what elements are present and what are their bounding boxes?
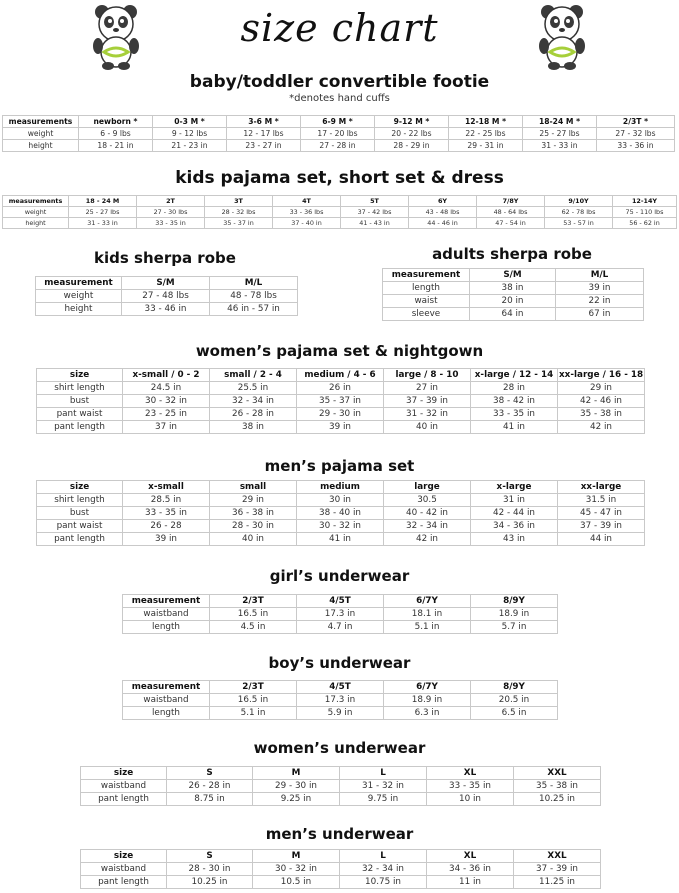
table-cell: 9.75 in [340, 793, 427, 806]
table-cell: 26 - 28 [123, 520, 210, 533]
section-title: women’s underwear [253, 739, 426, 757]
table-header-row [81, 850, 601, 863]
table-cell: 5.1 in [384, 621, 471, 634]
table-cell: 26 - 28 in [167, 780, 253, 793]
table-cell: 12 - 17 lbs [227, 128, 301, 140]
column-header: 0-3 M * [153, 116, 227, 128]
table-row [37, 507, 645, 520]
table-cell: 25 - 27 lbs [69, 207, 137, 218]
column-header: 2/3T [210, 681, 297, 694]
table-cell: 5.1 in [210, 707, 297, 720]
table-cell: 28 in [471, 382, 558, 395]
column-header: M [253, 767, 340, 780]
column-header: medium / 4 - 6 [297, 369, 384, 382]
table-row [37, 382, 645, 395]
row-label: length [123, 707, 210, 720]
column-header: xx-large [558, 481, 645, 494]
table-cell: 30 - 32 in [123, 395, 210, 408]
table-cell: 44 in [558, 533, 645, 546]
table-cell: 6 - 9 lbs [79, 128, 153, 140]
table-cell: 20.5 in [471, 694, 558, 707]
row-label: weight [3, 128, 79, 140]
table-cell: 33 - 35 in [471, 408, 558, 421]
column-header: 2T [137, 196, 205, 207]
column-header: M/L [556, 269, 644, 282]
column-header: newborn * [79, 116, 153, 128]
table-cell: 10.25 in [514, 793, 601, 806]
table-cell: 31.5 in [558, 494, 645, 507]
table-cell: 30.5 [384, 494, 471, 507]
table-cell: 31 - 32 in [340, 780, 427, 793]
table-row [37, 395, 645, 408]
table-cell: 16.5 in [210, 608, 297, 621]
table-cell: 48 - 64 lbs [477, 207, 545, 218]
table-row [123, 608, 558, 621]
table-cell: 67 in [556, 308, 644, 321]
table-cell: 36 - 38 in [210, 507, 297, 520]
table-cell: 33 - 46 in [122, 303, 210, 316]
table-header-row [3, 116, 675, 128]
row-label: length [123, 621, 210, 634]
table-row [36, 290, 298, 303]
size-table-baby-footie [2, 115, 675, 152]
table-cell: 39 in [123, 533, 210, 546]
row-label: height [3, 218, 69, 229]
table-row [81, 876, 601, 889]
column-header: M/L [210, 277, 298, 290]
table-cell: 23 - 25 in [123, 408, 210, 421]
table-cell: 23 - 27 in [227, 140, 301, 152]
table-cell: 10.75 in [340, 876, 427, 889]
table-header-row [37, 481, 645, 494]
table-cell: 30 - 32 in [297, 520, 384, 533]
row-label: waistband [81, 863, 167, 876]
panda-mascot-icon [84, 0, 148, 70]
table-cell: 10 in [427, 793, 514, 806]
size-table-adults-sherpa-robe [382, 268, 644, 321]
column-header: L [340, 850, 427, 863]
row-label: weight [36, 290, 122, 303]
table-cell: 41 in [297, 533, 384, 546]
row-label: pant length [37, 421, 123, 434]
size-table-kids-pajama [2, 195, 677, 229]
column-header: size [81, 850, 167, 863]
table-cell: 35 - 38 in [514, 780, 601, 793]
table-cell: 37 - 42 lbs [341, 207, 409, 218]
table-cell: 16.5 in [210, 694, 297, 707]
column-header: XL [427, 850, 514, 863]
table-cell: 5.7 in [471, 621, 558, 634]
table-cell: 27 - 48 lbs [122, 290, 210, 303]
table-row [37, 520, 645, 533]
size-table-mens-underwear [80, 849, 601, 889]
column-header: L [340, 767, 427, 780]
column-header: size [37, 481, 123, 494]
row-label: shirt length [37, 382, 123, 395]
table-cell: 18.1 in [384, 608, 471, 621]
table-row [36, 303, 298, 316]
table-cell: 31 - 32 in [384, 408, 471, 421]
column-header: size [81, 767, 167, 780]
table-cell: 39 in [556, 282, 644, 295]
section-title: baby/toddler convertible footie [189, 72, 490, 92]
table-cell: 27 - 28 in [301, 140, 375, 152]
table-cell: 42 - 46 in [558, 395, 645, 408]
table-cell: 18.9 in [384, 694, 471, 707]
table-row [383, 282, 644, 295]
column-header: M [253, 850, 340, 863]
table-cell: 21 - 23 in [153, 140, 227, 152]
table-cell: 26 - 28 in [210, 408, 297, 421]
section-title: men’s underwear [265, 825, 414, 843]
table-cell: 4.5 in [210, 621, 297, 634]
table-cell: 42 in [558, 421, 645, 434]
table-cell: 32 - 34 in [340, 863, 427, 876]
column-header: measurement [383, 269, 470, 282]
table-cell: 30 - 32 in [253, 863, 340, 876]
table-cell: 40 in [384, 421, 471, 434]
table-header-row [123, 681, 558, 694]
table-cell: 28 - 30 in [210, 520, 297, 533]
table-cell: 17.3 in [297, 608, 384, 621]
size-table-mens-pajama [36, 480, 645, 546]
row-label: weight [3, 207, 69, 218]
table-cell: 5.9 in [297, 707, 384, 720]
table-cell: 47 - 54 in [477, 218, 545, 229]
row-label: length [383, 282, 470, 295]
column-header: S/M [470, 269, 556, 282]
table-cell: 37 - 40 in [273, 218, 341, 229]
table-cell: 45 - 47 in [558, 507, 645, 520]
column-header: 7/8Y [477, 196, 545, 207]
table-cell: 20 in [470, 295, 556, 308]
table-row [3, 128, 675, 140]
table-row [3, 207, 677, 218]
column-header: x-small / 0 - 2 [123, 369, 210, 382]
table-cell: 10.5 in [253, 876, 340, 889]
column-header: XL [427, 767, 514, 780]
row-label: waistband [123, 694, 210, 707]
section-title: kids sherpa robe [94, 249, 236, 267]
column-header: measurements [3, 116, 79, 128]
column-header: 8/9Y [471, 681, 558, 694]
table-cell: 26 in [297, 382, 384, 395]
table-cell: 29 - 30 in [297, 408, 384, 421]
table-row [37, 533, 645, 546]
column-header: S/M [122, 277, 210, 290]
table-header-row [37, 369, 645, 382]
row-label: pant length [81, 793, 167, 806]
table-cell: 29 - 30 in [253, 780, 340, 793]
column-header: measurement [123, 681, 210, 694]
table-cell: 29 in [558, 382, 645, 395]
table-cell: 10.25 in [167, 876, 253, 889]
table-cell: 34 - 36 in [471, 520, 558, 533]
table-cell: 33 - 36 in [597, 140, 675, 152]
table-cell: 27 in [384, 382, 471, 395]
column-header: size [37, 369, 123, 382]
column-header: x-large [471, 481, 558, 494]
table-cell: 18 - 21 in [79, 140, 153, 152]
table-cell: 53 - 57 in [545, 218, 613, 229]
table-cell: 25 - 27 lbs [523, 128, 597, 140]
table-header-row [36, 277, 298, 290]
section-title: men’s pajama set [264, 457, 415, 475]
row-label: bust [37, 395, 123, 408]
section-title: women’s pajama set & nightgown [195, 342, 484, 360]
column-header: 12-18 M * [449, 116, 523, 128]
table-cell: 18.9 in [471, 608, 558, 621]
column-header: 3T [205, 196, 273, 207]
table-cell: 27 - 30 lbs [137, 207, 205, 218]
table-cell: 48 - 78 lbs [210, 290, 298, 303]
section-title: adults sherpa robe [432, 245, 592, 263]
column-header: 18 - 24 M [69, 196, 137, 207]
table-row [81, 863, 601, 876]
section-title: boy’s underwear [268, 654, 411, 672]
table-cell: 35 - 37 in [205, 218, 273, 229]
table-cell: 17 - 20 lbs [301, 128, 375, 140]
table-cell: 39 in [297, 421, 384, 434]
column-header: medium [297, 481, 384, 494]
table-cell: 37 in [123, 421, 210, 434]
row-label: waist [383, 295, 470, 308]
column-header: x-small [123, 481, 210, 494]
table-row [383, 308, 644, 321]
column-header: XXL [514, 850, 601, 863]
column-header: measurement [123, 595, 210, 608]
table-cell: 64 in [470, 308, 556, 321]
table-cell: 27 - 32 lbs [597, 128, 675, 140]
table-cell: 38 - 40 in [297, 507, 384, 520]
row-label: waistband [81, 780, 167, 793]
column-header: XXL [514, 767, 601, 780]
column-header: 6-9 M * [301, 116, 375, 128]
table-row [3, 140, 675, 152]
table-cell: 28 - 32 lbs [205, 207, 273, 218]
column-header: 2/3T [210, 595, 297, 608]
table-cell: 24.5 in [123, 382, 210, 395]
column-header: 4/5T [297, 595, 384, 608]
size-table-womens-underwear [80, 766, 601, 806]
table-cell: 28.5 in [123, 494, 210, 507]
row-label: height [36, 303, 122, 316]
column-header: 4T [273, 196, 341, 207]
column-header: 2/3T * [597, 116, 675, 128]
table-row [37, 408, 645, 421]
table-row [383, 295, 644, 308]
table-cell: 62 - 78 lbs [545, 207, 613, 218]
table-cell: 33 - 36 lbs [273, 207, 341, 218]
table-cell: 4.7 in [297, 621, 384, 634]
table-cell: 38 - 42 in [471, 395, 558, 408]
table-header-row [123, 595, 558, 608]
table-cell: 42 in [384, 533, 471, 546]
table-row [3, 218, 677, 229]
table-cell: 30 in [297, 494, 384, 507]
table-cell: 35 - 37 in [297, 395, 384, 408]
column-header: 6Y [409, 196, 477, 207]
table-cell: 34 - 36 in [427, 863, 514, 876]
table-cell: 56 - 62 in [613, 218, 677, 229]
table-header-row [383, 269, 644, 282]
hand-cuffs-note: *denotes hand cuffs [289, 93, 390, 104]
table-row [37, 494, 645, 507]
table-cell: 31 in [471, 494, 558, 507]
column-header: S [167, 850, 253, 863]
table-header-row [3, 196, 677, 207]
table-cell: 37 - 39 in [514, 863, 601, 876]
column-header: S [167, 767, 253, 780]
table-cell: 11.25 in [514, 876, 601, 889]
size-table-boys-underwear [122, 680, 558, 720]
column-header: 8/9Y [471, 595, 558, 608]
table-cell: 35 - 38 in [558, 408, 645, 421]
table-cell: 29 in [210, 494, 297, 507]
column-header: x-large / 12 - 14 [471, 369, 558, 382]
table-cell: 37 - 39 in [558, 520, 645, 533]
column-header: xx-large / 16 - 18 [559, 370, 644, 380]
table-cell: 38 in [470, 282, 556, 295]
table-cell: 32 - 34 in [210, 395, 297, 408]
column-header: 4/5T [297, 681, 384, 694]
table-cell: 28 - 29 in [375, 140, 449, 152]
table-cell: 31 - 33 in [69, 218, 137, 229]
table-cell: 41 in [471, 421, 558, 434]
column-header: 6/7Y [384, 595, 471, 608]
row-label: pant length [37, 533, 123, 546]
table-cell: 33 - 35 in [123, 507, 210, 520]
column-header: small [210, 481, 297, 494]
size-table-girls-underwear [122, 594, 558, 634]
table-cell: 75 - 110 lbs [613, 207, 677, 218]
table-cell: 22 - 25 lbs [449, 128, 523, 140]
column-header: 3-6 M * [227, 116, 301, 128]
table-row [123, 707, 558, 720]
table-cell: 8.75 in [167, 793, 253, 806]
column-header: 5T [341, 196, 409, 207]
table-cell: 25.5 in [210, 382, 297, 395]
section-title: kids pajama set, short set & dress [175, 168, 504, 188]
size-table-kids-sherpa-robe [35, 276, 298, 316]
table-row [37, 421, 645, 434]
row-label: pant waist [37, 520, 123, 533]
column-header: 18-24 M * [523, 116, 597, 128]
table-cell: 44 - 46 in [409, 218, 477, 229]
column-header: measurement [36, 277, 122, 290]
table-cell: 20 - 22 lbs [375, 128, 449, 140]
table-cell: 9 - 12 lbs [153, 128, 227, 140]
table-cell: 37 - 39 in [384, 395, 471, 408]
table-cell: 11 in [427, 876, 514, 889]
table-cell: 22 in [556, 295, 644, 308]
table-cell: 28 - 30 in [167, 863, 253, 876]
row-label: pant length [81, 876, 167, 889]
table-cell: 6.5 in [471, 707, 558, 720]
table-cell: 41 - 43 in [341, 218, 409, 229]
table-cell: 42 - 44 in [471, 507, 558, 520]
column-header: large / 8 - 10 [384, 369, 471, 382]
column-header: 9-12 M * [375, 116, 449, 128]
column-header: large [384, 481, 471, 494]
table-cell: 9.25 in [253, 793, 340, 806]
page-title: size chart [240, 6, 439, 50]
table-cell: 40 - 42 in [384, 507, 471, 520]
table-cell: 46 in - 57 in [210, 303, 298, 316]
section-title: girl’s underwear [269, 567, 410, 585]
column-header: 9/10Y [545, 196, 613, 207]
row-label: sleeve [383, 308, 470, 321]
table-row [123, 621, 558, 634]
column-header: measurements [3, 196, 69, 207]
column-header: 6/7Y [384, 681, 471, 694]
table-row [81, 780, 601, 793]
table-cell: 33 - 35 in [137, 218, 205, 229]
table-cell: 32 - 34 in [384, 520, 471, 533]
table-cell: 33 - 35 in [427, 780, 514, 793]
row-label: shirt length [37, 494, 123, 507]
table-row [123, 694, 558, 707]
table-row [81, 793, 601, 806]
table-cell: 31 - 33 in [523, 140, 597, 152]
table-header-row [81, 767, 601, 780]
table-cell: 29 - 31 in [449, 140, 523, 152]
row-label: bust [37, 507, 123, 520]
size-table-womens-pajama [36, 368, 645, 434]
table-cell: 6.3 in [384, 707, 471, 720]
table-cell: 43 - 48 lbs [409, 207, 477, 218]
table-cell: 40 in [210, 533, 297, 546]
row-label: waistband [123, 608, 210, 621]
table-cell: 17.3 in [297, 694, 384, 707]
column-header: small / 2 - 4 [210, 369, 297, 382]
table-cell: 43 in [471, 533, 558, 546]
row-label: pant waist [37, 408, 123, 421]
table-cell: 38 in [210, 421, 297, 434]
column-header: 12-14Y [613, 196, 677, 207]
panda-mascot-icon [530, 0, 594, 70]
row-label: height [3, 140, 79, 152]
